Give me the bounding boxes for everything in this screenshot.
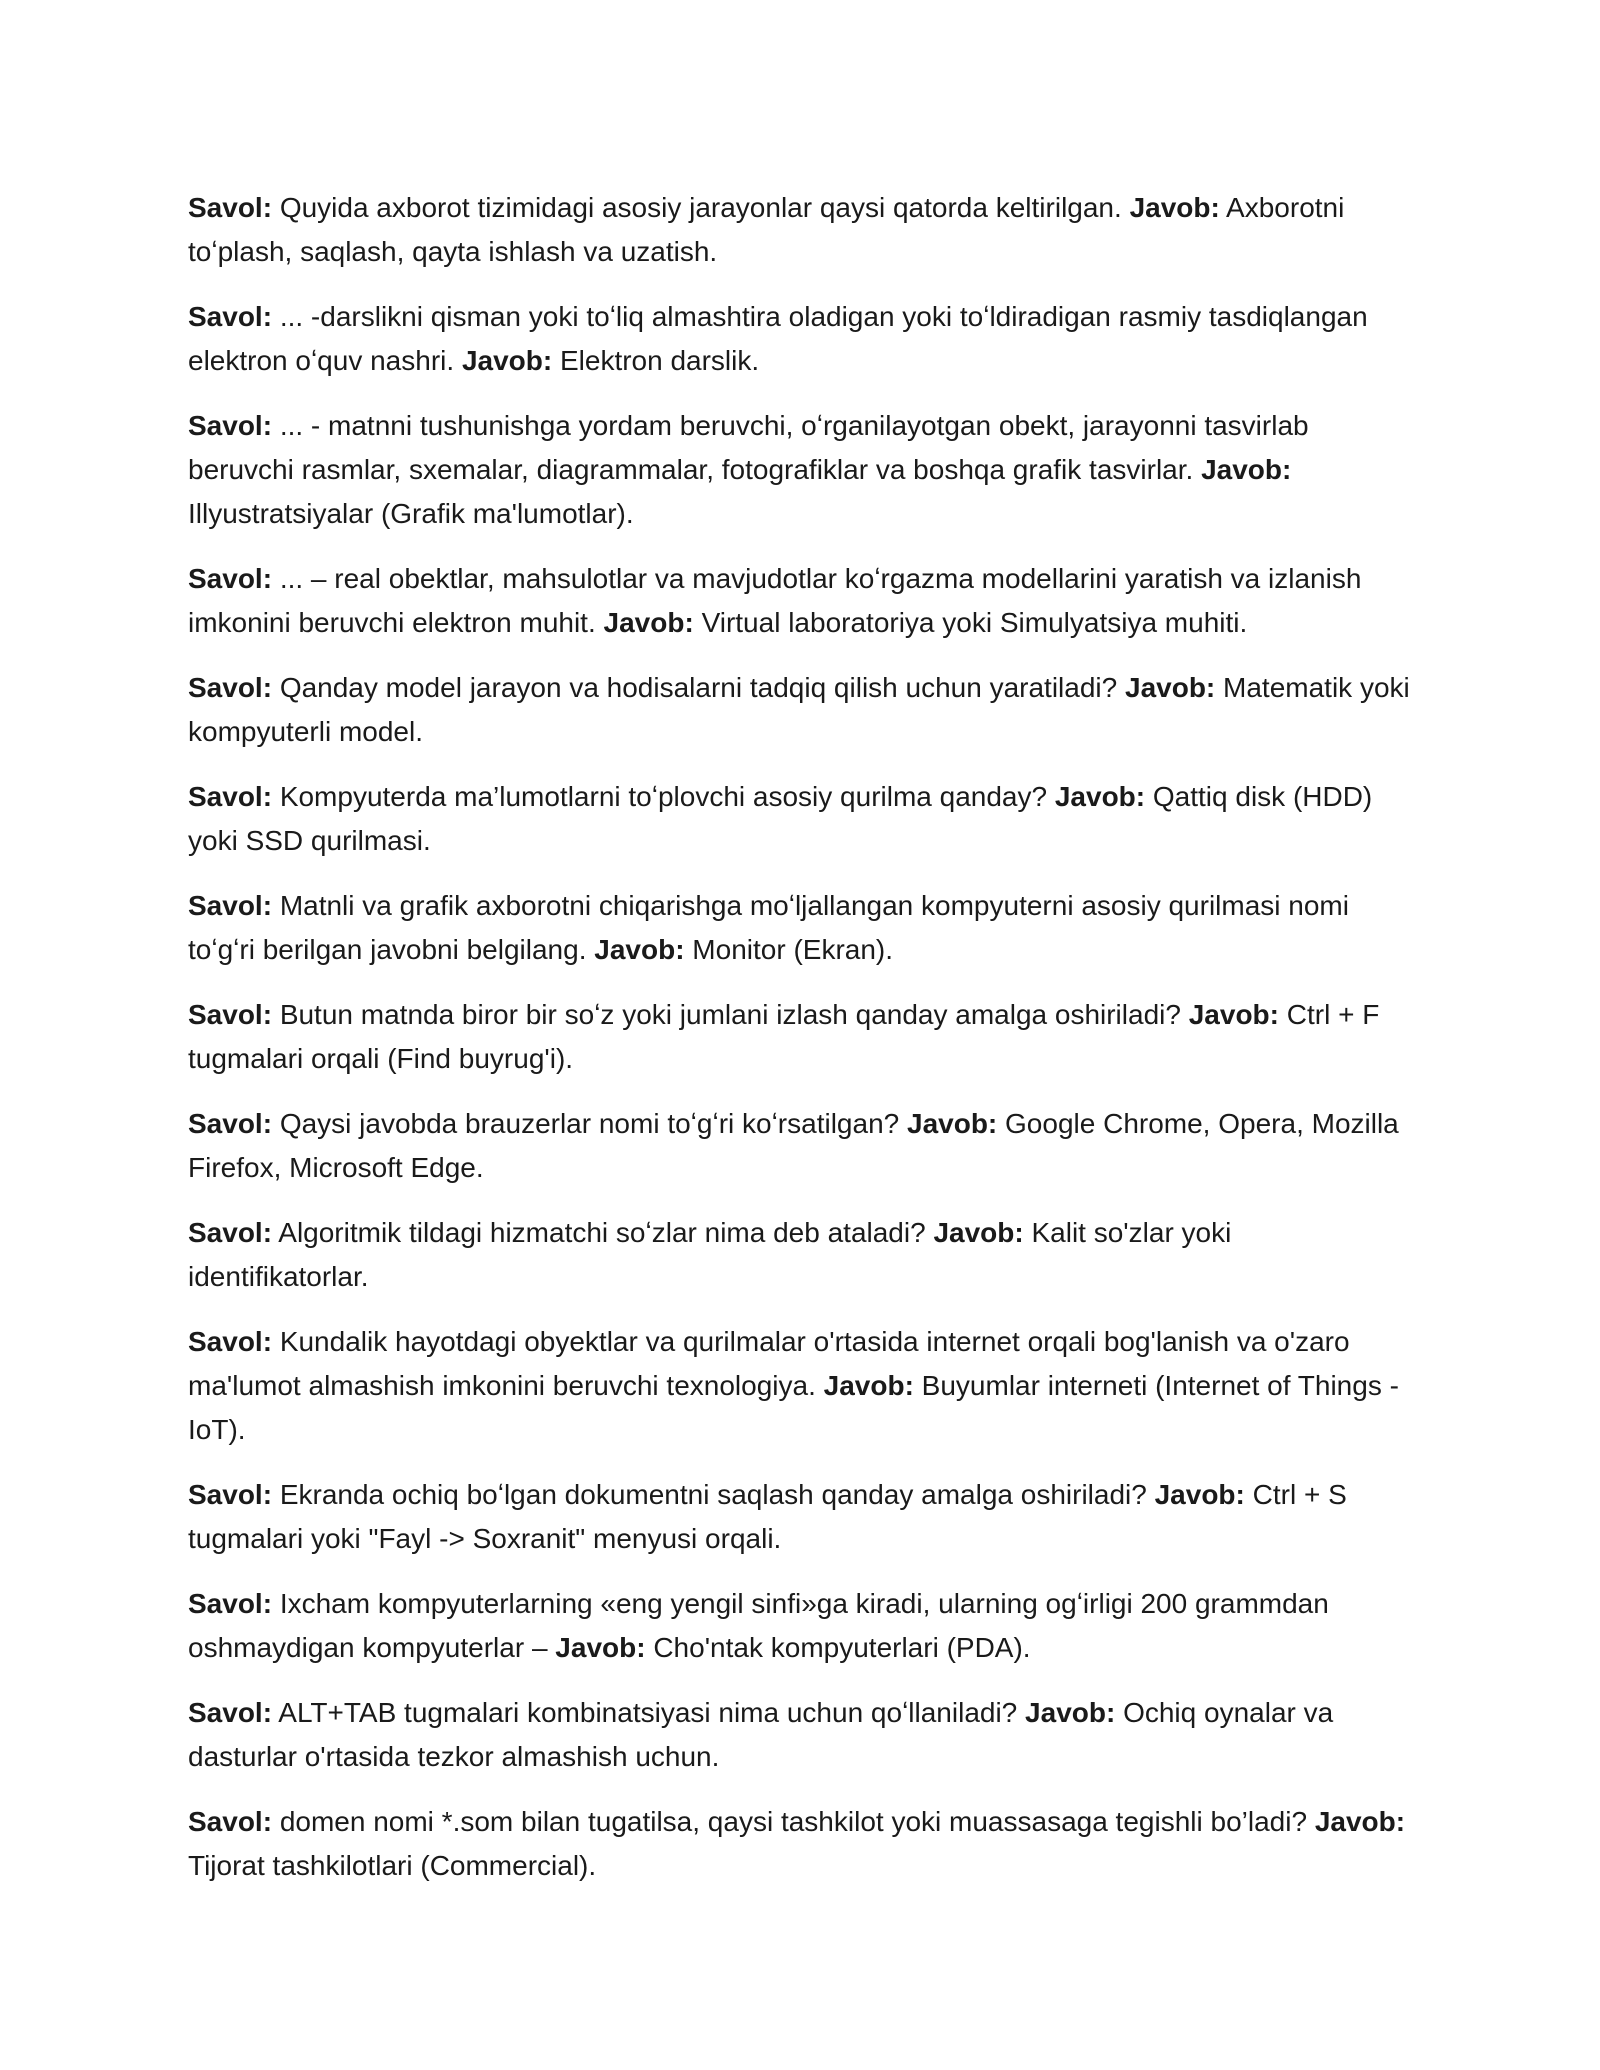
question-text: domen nomi *.som bilan tugatilsa, qaysi tashkilot yoki muassasaga tegishli bo’ladi? [279,1806,1308,1837]
question-text: ... - matnni tushunishga yordam beruvchi, oʻrganilayotgan obekt, jarayonni tasvirlab beruvchi rasmlar, sxemalar, diagrammalar, fotografiklar va boshqa grafik tasvirlar. [188,410,1309,485]
question-text: Ixcham kompyuterlarning «eng yengil sinfi»ga kiradi, ularning ogʻirligi 200 grammdan oshmaydigan kompyuterlar – [188,1588,1329,1663]
qa-item-15 [188,1800,1412,1888]
answer-label: Javob: [1154,1479,1245,1510]
question-text: Qaysi javobda brauzerlar nomi toʻgʻri koʻrsatilgan? [279,1108,900,1139]
question-label: Savol: [188,781,273,812]
document-page [188,186,1412,1909]
question-text: Matnli va grafik axborotni chiqarishga moʻljallangan kompyuterni asosiy qurilmasi nomi toʻgʻri berilgan javobni belgilang. [188,890,1349,965]
answer-label: Javob: [1125,672,1216,703]
question-label: Savol: [188,1806,273,1837]
answer-text: Ochiq oynalar va dasturlar o'rtasida tezkor almashish uchun. [188,1697,1334,1772]
question-text: ALT+TAB tugmalari kombinatsiyasi nima uchun qoʻllaniladi? [278,1697,1018,1728]
answer-text: Kalit so'zlar yoki identifikatorlar. [188,1217,1232,1292]
question-label: Savol: [188,410,273,441]
question-label: Savol: [188,192,273,223]
qa-item-7 [188,884,1412,972]
answer-label: Javob: [823,1370,914,1401]
answer-text: Axborotni toʻplash, saqlash, qayta ishlash va uzatish. [188,192,1345,267]
question-label: Savol: [188,1479,273,1510]
question-text: Butun matnda biror bir soʻz yoki jumlani izlash qanday amalga oshiriladi? [279,999,1181,1030]
question-label: Savol: [188,999,273,1030]
qa-item-13 [188,1582,1412,1670]
answer-label: Javob: [1025,1697,1116,1728]
question-text: Kundalik hayotdagi obyektlar va qurilmalar o'rtasida internet orqali bog'lanish va o'zaro ma'lumot almashish imkonini beruvchi texnologiya. [188,1326,1350,1401]
qa-item-5 [188,666,1412,754]
qa-item-11 [188,1320,1412,1452]
answer-text: Qattiq disk (HDD) yoki SSD qurilmasi. [188,781,1373,856]
question-label: Savol: [188,563,273,594]
answer-label: Javob: [603,607,694,638]
answer-text: Buyumlar interneti (Internet of Things - IoT). [188,1370,1399,1445]
answer-label: Javob: [933,1217,1024,1248]
answer-text: Google Chrome, Opera, Mozilla Firefox, Microsoft Edge. [188,1108,1399,1183]
question-text: ... – real obektlar, mahsulotlar va mavjudotlar koʻrgazma modellarini yaratish va izlanish imkonini beruvchi elektron muhit. [188,563,1362,638]
answer-label: Javob: [1188,999,1279,1030]
question-text: Algoritmik tildagi hizmatchi soʻzlar nima deb ataladi? [278,1217,926,1248]
question-text: Quyida axborot tizimidagi asosiy jarayonlar qaysi qatorda keltirilgan. [279,192,1122,223]
qa-item-4 [188,557,1412,645]
question-label: Savol: [188,1697,273,1728]
question-label: Savol: [188,1217,273,1248]
answer-label: Javob: [461,345,553,376]
answer-text: Illyustratsiyalar (Grafik ma'lumotlar). [188,498,634,529]
answer-text: Cho'ntak kompyuterlari (PDA). [653,1632,1031,1663]
qa-item-6 [188,775,1412,863]
question-label: Savol: [188,1326,273,1357]
answer-text: Elektron darslik. [559,345,760,376]
answer-label: Javob: [907,1108,998,1139]
question-text: Qanday model jarayon va hodisalarni tadqiq qilish uchun yaratiladi? [279,672,1118,703]
question-label: Savol: [188,890,273,921]
question-text: ... -darslikni qisman yoki toʻliq almashtira oladigan yoki toʻldiradigan rasmiy tasdiqlangan elektron oʻquv nashri. [188,301,1368,376]
question-label: Savol: [188,301,273,332]
qa-item-3 [188,404,1412,536]
answer-label: Javob: [1054,781,1146,812]
qa-item-10 [188,1211,1412,1299]
qa-item-1 [188,186,1412,274]
question-label: Savol: [188,1108,273,1139]
answer-text: Matematik yoki kompyuterli model. [188,672,1410,747]
question-text: Ekranda ochiq boʻlgan dokumentni saqlash qanday amalga oshiriladi? [279,1479,1147,1510]
answer-text: Tijorat tashkilotlari (Commercial). [188,1850,597,1881]
answer-label: Javob: [1129,192,1220,223]
question-label: Savol: [188,1588,273,1619]
qa-item-2 [188,295,1412,383]
qa-item-9 [188,1102,1412,1190]
answer-label: Javob: [594,934,685,965]
answer-label: Javob: [555,1632,646,1663]
answer-text: Monitor (Ekran). [692,934,894,965]
question-label: Savol: [188,672,273,703]
question-text: Kompyuterda ma’lumotlarni toʻplovchi asosiy qurilma qanday? [279,781,1048,812]
answer-text: Ctrl + S tugmalari yoki "Fayl -> Soxranit" menyusi orqali. [188,1479,1347,1554]
qa-item-14 [188,1691,1412,1779]
qa-item-12 [188,1473,1412,1561]
answer-label: Javob: [1201,454,1292,485]
answer-label: Javob: [1314,1806,1406,1837]
answer-text: Ctrl + F tugmalari orqali (Find buyrug'i). [188,999,1380,1074]
answer-text: Virtual laboratoriya yoki Simulyatsiya muhiti. [701,607,1248,638]
qa-item-8 [188,993,1412,1081]
